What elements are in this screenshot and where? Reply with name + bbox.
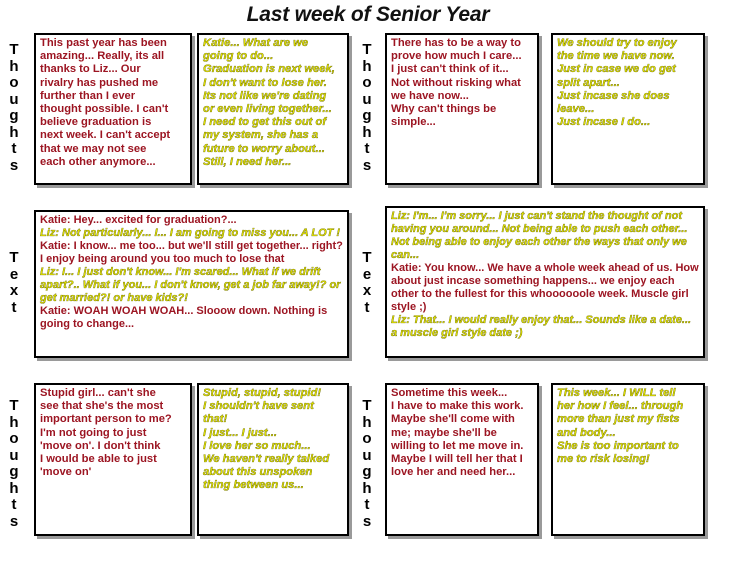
text-line: more than just my fists [557,413,680,426]
label-letter: g [9,107,19,124]
label-letter: s [362,512,372,530]
text-line: going to do... [203,50,274,63]
label-letter: t [364,496,370,513]
text-line: about this unspoken [203,466,313,479]
label-letter: h [9,479,19,497]
label-letter: h [362,123,372,141]
label-letter: s [362,156,372,174]
label-letter: t [11,140,17,157]
text-line: thanks to Liz... Our [40,63,141,76]
text-line: We haven't really talked [203,453,330,466]
text-line: and body... [557,426,616,439]
label-letter: u [9,90,19,108]
label-letter: t [11,298,17,316]
text-line: Just in case we do get [557,63,676,76]
text-line: I don't want to lose her. [203,76,327,89]
text-line: or even living together... [203,103,332,116]
label-letter: g [362,107,372,124]
thought-text [557,37,699,129]
label-letter: g [362,463,372,480]
text-line: leave... [557,103,595,116]
label-letter: o [9,74,19,91]
text-line: my system, she has a [203,129,319,142]
text-line: 'move on'. I don't think [40,439,161,452]
label-letter: o [362,74,372,91]
thoughts-label-row3-right [360,398,374,530]
label-letter: t [364,298,370,316]
liz-line: Liz: That... I would really enjoy that... Sounds like a date... a muscle girl style date ;) [391,314,692,339]
text-line: Maybe she'll come with [391,413,515,426]
text-line: I would be able to just [40,453,157,466]
text-line: I have to make this work. [391,400,524,413]
thought-panel-katie-1 [34,33,192,185]
text-line: thought possible. I can't [40,103,169,116]
label-letter: T [362,41,372,58]
text-line: Sometime this week... [391,387,508,399]
text-line: Stupid girl... can't she [40,387,156,399]
katie-line: Katie: You know... We have a whole week ahead of us. How about just incase something happens... we enjoy each other to the fullest for this whoooooole week. Muscle girl style ;) [391,262,699,313]
text-line: each other anymore... [40,155,156,168]
thought-panel-katie-4 [197,383,349,536]
label-letter: g [9,463,19,480]
text-dialogue-panel-left [34,210,349,358]
text-line: split apart... [557,76,620,89]
text-label-row2-right [360,250,374,316]
text-line: Stupid, stupid, stupid! [203,387,322,399]
text-line: Not without risking what [391,76,521,89]
text-line: Still, I need her... [203,155,292,168]
label-letter: T [9,249,19,266]
text-line: I just can't think of it... [391,63,509,76]
text-line: next week. I can't accept [40,129,171,142]
text-line: me to risk losing! [557,453,650,466]
text-line: future to worry about... [203,142,325,155]
thought-panel-liz-1 [385,33,539,185]
label-letter: x [9,282,19,299]
label-letter: o [9,430,19,447]
text-line: She is too important to [557,439,679,452]
thought-text [40,387,186,479]
text-dialogue-panel-right [385,206,705,358]
page-title: Last week of Senior Year [246,3,490,26]
label-letter: T [362,397,372,414]
thought-panel-katie-3 [34,383,192,536]
label-letter: o [362,430,372,447]
thoughts-label-row1-left [7,42,21,174]
text-line: the time we have now. [557,50,675,63]
liz-line: Liz: I'm... I'm sorry... I just can't stand the thought of not having you around... Not being able to push each other... Not being able to enjoy each other the ways that only we can... [391,210,688,261]
text-line: I'm not going to just [40,426,147,439]
text-line: love her and need her... [391,466,516,479]
text-line: Katie... What are we [203,37,309,49]
thoughts-label-row1-right [360,42,374,174]
thought-panel-katie-2 [197,33,349,185]
label-letter: h [9,413,19,431]
text-line: see that she's the most [40,400,164,413]
text-line: Maybe I will tell her that I [391,453,523,466]
text-line: that we may not see [40,142,147,155]
label-letter: e [362,265,372,283]
thought-text [203,387,343,493]
text-line: We should try to enjoy [557,37,677,49]
thought-panel-liz-4 [551,383,705,536]
text-line: I love her so much... [203,439,311,452]
text-line: important person to me? [40,413,172,426]
label-letter: T [362,249,372,266]
label-letter: t [364,140,370,157]
text-line: Its not like we're dating [203,89,327,102]
thought-text [391,387,533,479]
text-line: rivalry has pushed me [40,76,159,89]
text-label-row2-left [7,250,21,316]
label-letter: e [9,265,19,283]
label-letter: T [9,41,19,58]
label-letter: u [362,446,372,464]
thought-text [557,387,699,466]
label-letter: x [362,282,372,299]
text-line: I need to get this out of [203,116,327,129]
text-line: prove how much I care... [391,50,522,63]
text-line: Why can't things be [391,103,497,116]
thought-panel-liz-2 [551,33,705,185]
thought-text [391,37,533,129]
text-line: further than I ever [40,89,136,102]
dialogue-text [40,214,343,331]
label-letter: h [362,57,372,75]
text-line: her how I feel... through [557,400,684,413]
thought-text [40,37,186,169]
text-line: we have now... [391,89,469,102]
text-line: Just incase she does [557,89,670,102]
label-letter: s [9,156,19,174]
label-letter: T [9,397,19,414]
text-line: that! [203,413,228,426]
label-letter: h [362,413,372,431]
text-line: I shouldn't have sent [203,400,314,413]
text-line: believe graduation is [40,116,152,129]
label-letter: s [9,512,19,530]
thoughts-label-row3-left [7,398,21,530]
label-letter: h [362,479,372,497]
liz-line: Liz: I... I just don't know... I'm scared... What if we drift apart?.. What if you... I don't know, get a job far away!? or get married?! or have kids?! [40,266,341,304]
text-line: This past year has been [40,37,167,49]
katie-line: Katie: WOAH WOAH WOAH... Slooow down. Nothing is going to change... [40,305,328,330]
thought-text [203,37,343,169]
text-line: me; maybe she'll be [391,426,497,439]
text-line: Just incase I do... [557,116,651,129]
text-line: amazing... Really, its all [40,50,165,63]
text-line: Graduation is next week, [203,63,335,76]
label-letter: h [9,123,19,141]
label-letter: h [9,57,19,75]
text-line: I just... I just... [203,426,277,439]
text-line: 'move on' [40,466,92,479]
text-line: There has to be a way to [391,37,521,49]
text-line: willing to let me move in. [391,439,524,452]
text-line: thing between us... [203,479,304,492]
text-line: simple... [391,116,436,129]
thought-panel-liz-3 [385,383,539,536]
label-letter: t [11,496,17,513]
text-line: This week... I WILL tell [557,387,676,399]
label-letter: u [9,446,19,464]
katie-line: Katie: I know... me too... but we'll still get together... right? I enjoy being around you too much to lose that [40,240,343,265]
katie-line: Katie: Hey... excited for graduation?... [40,214,237,226]
liz-line: Liz: Not particularly... I... I am going to miss you... A LOT ! [40,227,341,239]
label-letter: u [362,90,372,108]
dialogue-text [391,210,699,340]
